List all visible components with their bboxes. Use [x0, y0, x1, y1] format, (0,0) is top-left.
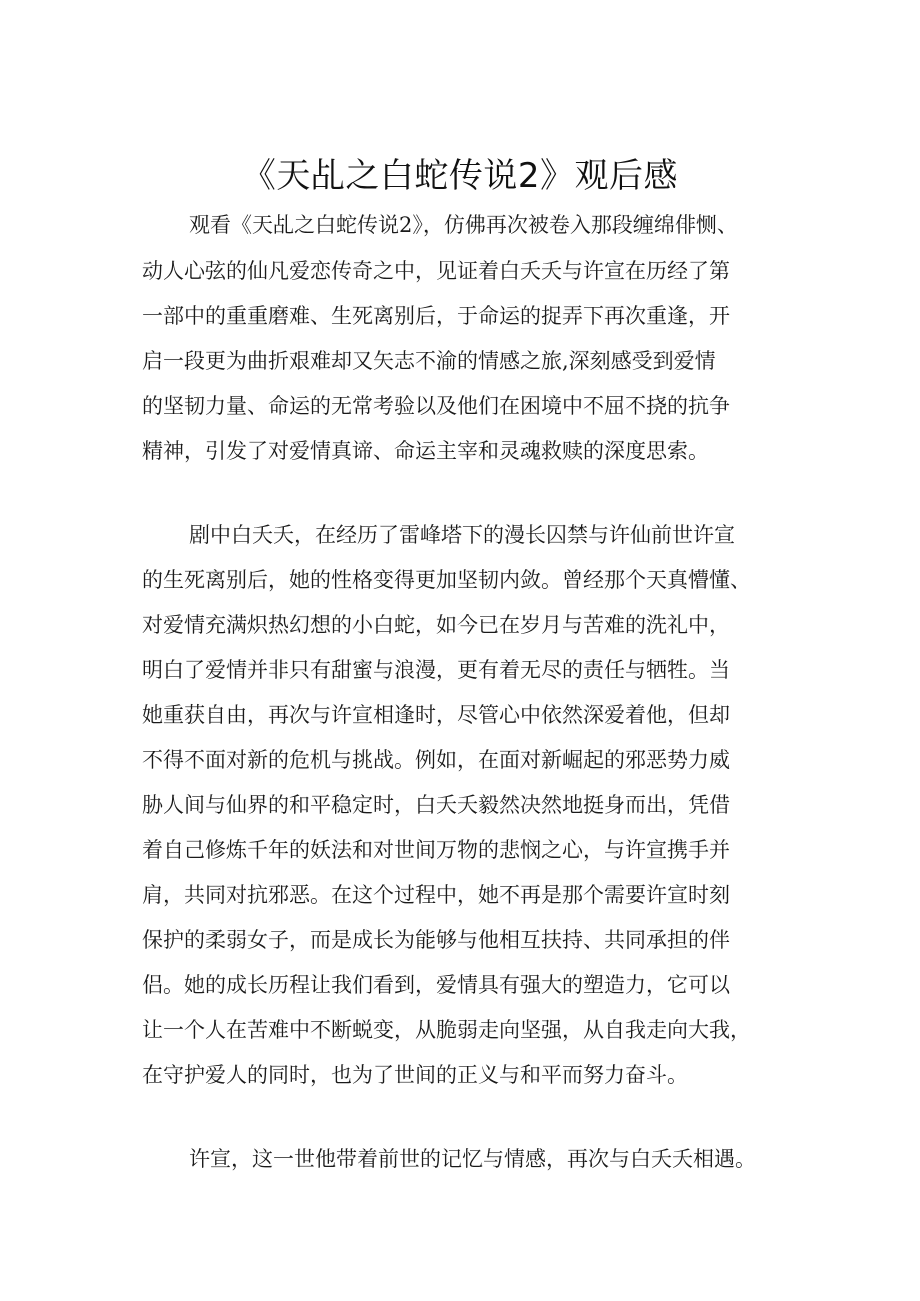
text-line: 侣。她的成长历程让我们看到，爱情具有强大的塑造力，它可以: [142, 973, 730, 997]
text-line: 让一个人在苦难中不断蜕变，从脆弱走向坚强，从自我走向大我，: [142, 1018, 751, 1042]
text-line: 精神，引发了对爱情真谛、命运主宰和灵魂救赎的深度思索。: [142, 439, 709, 463]
text-line: 动人心弦的仙凡爱恋传奇之中，见证着白夭夭与许宣在历经了第: [142, 259, 730, 283]
text-line: 启一段更为曲折艰难却又矢志不渝的情感之旅,深刻感受到爱情: [142, 349, 716, 373]
text-line: 剧中白夭夭，在经历了雷峰塔下的漫长囚禁与许仙前世许宣: [189, 523, 735, 547]
text-line: 在守护爱人的同时，也为了世间的正义与和平而努力奋斗。: [142, 1063, 688, 1087]
text-line: 观看《天乩之白蛇传说2》，仿佛再次被卷入那段缠绵俳恻、: [189, 213, 738, 237]
text-line: 不得不面对新的危机与挑战。例如，在面对新崛起的邪恶势力威: [142, 748, 730, 772]
text-line: 对爱情充满炽热幻想的小白蛇，如今已在岁月与苦难的洗礼中，: [142, 613, 730, 637]
document-title: 《天乩之白蛇传说2》观后感: [241, 155, 679, 196]
text-line: 她重获自由，再次与许宣相逢时，尽管心中依然深爱着他，但却: [142, 703, 730, 727]
text-line: 明白了爱情并非只有甜蜜与浪漫，更有着无尽的责任与牺牲。当: [142, 658, 730, 682]
text-line: 胁人间与仙界的和平稳定时，白夭夭毅然决然地挺身而出，凭借: [142, 793, 730, 817]
text-line: 一部中的重重磨难、生死离别后，于命运的捉弄下再次重逢，开: [142, 304, 730, 328]
text-line: 保护的柔弱女子，而是成长为能够与他相互扶持、共同承担的伴: [142, 928, 730, 952]
text-line: 的生死离别后，她的性格变得更加坚韧内敛。曾经那个天真懵懂、: [142, 568, 751, 592]
text-line: 着自己修炼千年的妖法和对世间万物的悲悯之心，与许宣携手并: [142, 838, 730, 862]
text-line: 的坚韧力量、命运的无常考验以及他们在困境中不屈不挠的抗争: [142, 394, 730, 418]
text-line: 肩，共同对抗邪恶。在这个过程中，她不再是那个需要许宣时刻: [142, 883, 730, 907]
text-line: 许宣，这一世他带着前世的记忆与情感，再次与白夭夭相遇。: [189, 1147, 756, 1171]
